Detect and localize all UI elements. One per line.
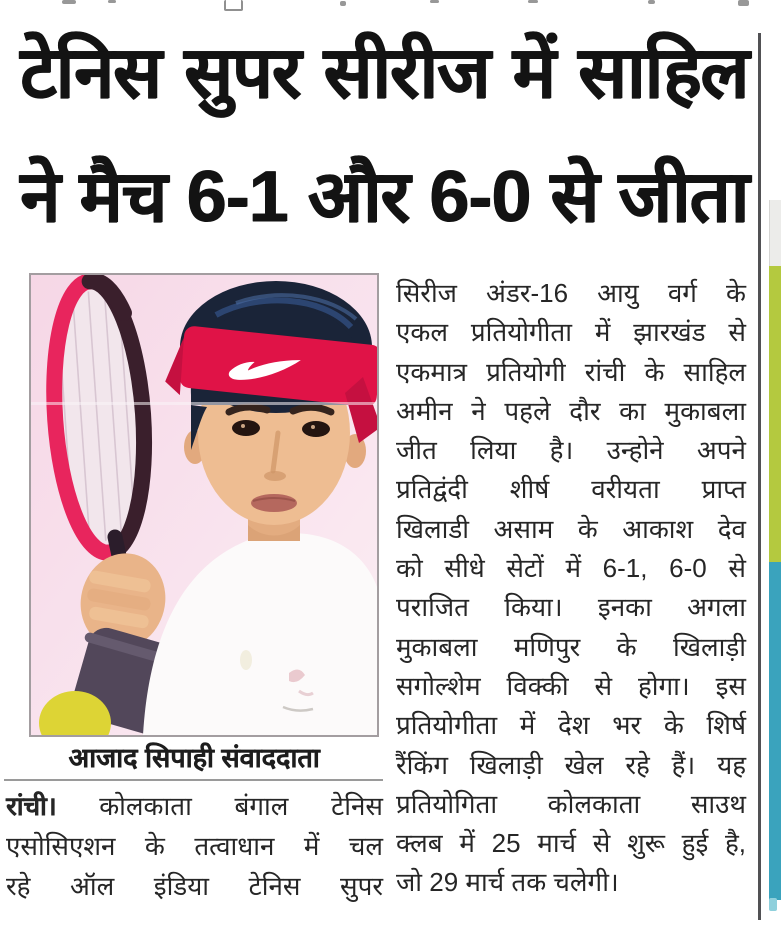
article-line-text: कोलकाता बंगाल टेनिस [56,791,383,821]
article-line: सिरीज अंडर-16 आयु वर्ग के [396,278,746,308]
article-line: क्लब में 25 मार्च से शुरू हुई है, [396,828,746,859]
edge-strip-teal [769,562,781,900]
article-line: रैंकिंग खिलाड़ी खेल रहे हैं। यह [396,749,746,780]
edge-strip-speckle [769,898,777,911]
article-line [6,786,383,826]
article-line: जीत लिया है। उन्होने अपने [396,435,746,466]
column-separator-rule [758,33,761,920]
lips [251,494,297,512]
player-photo-graphic [31,275,377,735]
article-right-column [396,274,746,903]
article-line: प्रतिद्वंदी शीर्ष वरीयता प्राप्त [396,474,746,505]
article-line: जो 29 मार्च तक चलेगी। [396,867,619,898]
eye-left [232,420,260,436]
article-line: एकमात्र प्रतियोगी रांची के साहिल [396,356,746,387]
headline-line-2: ने मैच 6-1 और 6-0 से जीता [20,157,748,237]
eye-right [302,421,330,437]
article-line: एसोसिएशन के तत्वाधान में चल [6,831,383,861]
player-photo [29,273,379,737]
article-line: एकल प्रतियोगीता में झारखंड से [396,317,746,348]
edge-strip-gray [769,200,781,266]
article-line: सगोल्शेम विक्की से होगा। इस [396,670,746,701]
article-line: अमीन ने पहले दौर का मुकाबला [396,395,746,426]
headline-line-1: टेनिस सुपर सीरीज में साहिल [20,33,748,113]
edge-strip-green [769,266,781,562]
byline-rule [4,779,383,781]
article-line: प्रतियोगीता में देश भर के शिर्ष [396,710,746,741]
article-line: मुकाबला मणिपुर के खिलाड़ी [396,631,746,662]
article-line: को सीधे सेटों में 6-1, 6-0 से [396,553,746,584]
article-line: खिलाडी असाम के आकाश देव [396,513,746,544]
article-line: प्रतियोगिता कोलकाता साउथ [396,788,746,819]
byline: आजाद सिपाही संवाददाता [68,743,320,773]
article-headline [20,14,748,262]
article-left-column [6,786,383,906]
dateline: रांची। [6,791,57,821]
article-line: रहे ऑल इंडिया टेनिस सुपर [6,871,383,901]
article-line: पराजित किया। इनका अगला [396,592,746,623]
scan-line [31,402,377,405]
